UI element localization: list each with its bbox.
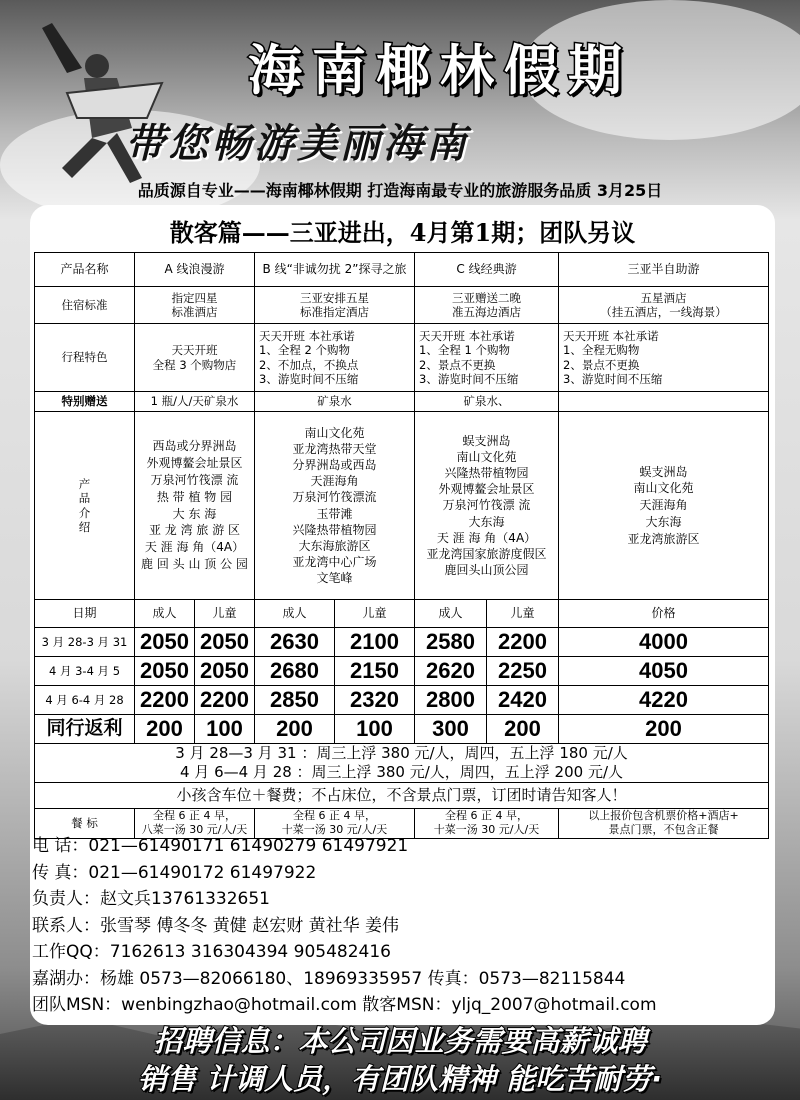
price-cell: 2800 — [415, 686, 487, 715]
row-label: 住宿标准 — [35, 287, 135, 324]
quality-line: 品质源自专业——海南椰林假期 打造海南最专业的旅游服务品质 3月25日 — [137, 181, 663, 200]
price-cell: 2200 — [487, 628, 559, 657]
price-header-row — [35, 600, 769, 628]
contact-info — [32, 833, 792, 1019]
surcharge-notes — [35, 744, 769, 783]
rebate-cell: 100 — [335, 715, 415, 744]
price-date: 3 月 28-3 月 31 — [35, 628, 135, 657]
meal-cell: 全程 6 正 4 早， 十菜一汤 30 元/人/天 — [415, 808, 559, 838]
product-name: B 线“非诚勿扰 2”探寻之旅 — [255, 253, 415, 287]
contact-people-line: 联系人：张雪琴 傅冬冬 黄健 赵宏财 黄社华 姜伟 — [32, 915, 400, 936]
price-date: 4 月 6-4 月 28 — [35, 686, 135, 715]
price-cell: 2200 — [135, 686, 195, 715]
slogan: 带您畅游美丽海南 — [125, 120, 469, 167]
price-cell: 4220 — [559, 686, 769, 715]
feature-cell: 天天开班 全程 3 个购物店 — [135, 324, 255, 392]
price-cell: 2050 — [195, 628, 255, 657]
product-row — [35, 253, 769, 287]
price-cell: 2100 — [335, 628, 415, 657]
price-row — [35, 657, 769, 686]
price-cell: 2050 — [195, 657, 255, 686]
price-cell: 2150 — [335, 657, 415, 686]
intro-row — [35, 412, 769, 600]
meal-cell: 全程 6 正 4 早， 八菜一汤 30 元/人/天 — [135, 808, 255, 838]
hotel-cell: 三亚安排五星 标准指定酒店 — [255, 287, 415, 324]
gift-cell: 矿泉水、 — [415, 392, 559, 412]
row-label: 餐 标 — [35, 808, 135, 838]
rebate-cell: 300 — [415, 715, 487, 744]
product-name: A 线浪漫游 — [135, 253, 255, 287]
child-header: 儿童 — [335, 600, 415, 628]
msn-line: 团队MSN：wenbingzhao@hotmail.com 散客MSN：yljq_2007@hotmail.com — [32, 995, 657, 1015]
child-note: 小孩含车位＋餐费；不占床位，不含景点门票，订团时请告知客人！ — [35, 782, 769, 808]
meal-cell: 以上报价包含机票价格+酒店+ 景点门票，不包含正餐 — [559, 808, 769, 838]
rebate-cell: 200 — [487, 715, 559, 744]
page-title: 海南椰林假期 — [248, 38, 632, 102]
date-header: 日期 — [35, 600, 135, 628]
recruit-line: 招聘信息：本公司因业务需要高薪诚聘 — [153, 1024, 647, 1058]
gift-cell: 1 瓶/人/天矿泉水 — [135, 392, 255, 412]
rebate-cell: 100 — [195, 715, 255, 744]
adult-header: 成人 — [135, 600, 195, 628]
recruitment-banner — [0, 1022, 800, 1098]
price-cell: 2050 — [135, 657, 195, 686]
price-cell: 2320 — [335, 686, 415, 715]
hotel-cell: 指定四星 标准酒店 — [135, 287, 255, 324]
rebate-cell: 200 — [255, 715, 335, 744]
manager-line: 负责人：赵文兵13761332651 — [32, 889, 270, 909]
tour-table — [34, 252, 769, 839]
qq-line: 工作QQ：7162613 316304394 905482416 — [32, 942, 391, 962]
price-row — [35, 628, 769, 657]
fax-line: 传 真：021—61490172 61497922 — [32, 862, 317, 883]
price-date: 4 月 3-4 月 5 — [35, 657, 135, 686]
price-cell: 2850 — [255, 686, 335, 715]
gift-cell: 矿泉水 — [255, 392, 415, 412]
feature-cell: 天天开班 本社承诺 1、全程无购物 2、景点不更换 3、游览时间不压缩 — [559, 324, 769, 392]
product-name: C 线经典游 — [415, 253, 559, 287]
price-cell: 2620 — [415, 657, 487, 686]
intro-cell: 蜈支洲岛 南山文化苑 兴隆热带植物园 外观博鳌会址景区 万泉河竹筏漂 流 大东海 天 涯 海 角（4A） 亚龙湾国家旅游度假区 鹿回头山顶公园 — [415, 412, 559, 600]
intro-cell: 西岛或分界洲岛 外观博鳌会址景区 万泉河竹筏漂 流 热 带 植 物 园 大 东 海 亚 龙 湾 旅 游 区 天 涯 海 角（4A） 鹿 回 头 山 顶 公 园 — [135, 412, 255, 600]
price-cell: 2420 — [487, 686, 559, 715]
section-subtitle: 散客篇——三亚进出，4月第1期；团队另议 — [169, 218, 636, 247]
recruit-line: 销售 计调人员，有团队精神 能吃苦耐劳· — [137, 1062, 663, 1096]
surcharge-note-row — [35, 744, 769, 783]
price-cell: 2580 — [415, 628, 487, 657]
row-label: 行程特色 — [35, 324, 135, 392]
adult-header: 成人 — [255, 600, 335, 628]
row-label: 特别赠送 — [35, 392, 135, 412]
surcharge-note: 4 月 6—4 月 28 ：周三上浮 380 元/人，周四，五上浮 200 元/人 — [180, 762, 623, 781]
price-cell: 4050 — [559, 657, 769, 686]
surcharge-note: 3 月 28—3 月 31 ：周三上浮 380 元/人，周四，五上浮 180 元/人 — [175, 744, 628, 762]
price-cell: 2200 — [195, 686, 255, 715]
feature-cell: 天天开班 本社承诺 1、全程 2 个购物 2、不加点，不换点 3、游览时间不压缩 — [255, 324, 415, 392]
price-cell: 2050 — [135, 628, 195, 657]
intro-cell: 蜈支洲岛 南山文化苑 天涯海角 大东海 亚龙湾旅游区 — [559, 412, 769, 600]
feature-row — [35, 324, 769, 392]
hotel-row — [35, 287, 769, 324]
hotel-cell: 五星酒店 （挂五酒店，一线海景） — [559, 287, 769, 324]
row-label: 产 品 介 绍 — [35, 412, 135, 600]
price-row — [35, 686, 769, 715]
child-header: 儿童 — [487, 600, 559, 628]
intro-cell: 南山文化苑 亚龙湾热带天堂 分界洲岛或西岛 天涯海角 万泉河竹筏漂流 玉带滩 兴隆热带植物园 大东海旅游区 亚龙湾中心广场 文笔峰 — [255, 412, 415, 600]
row-label: 产品名称 — [35, 253, 135, 287]
price-cell: 2630 — [255, 628, 335, 657]
price-cell: 4000 — [559, 628, 769, 657]
gift-row — [35, 392, 769, 412]
rebate-label: 同行返利 — [35, 715, 135, 744]
product-name: 三亚半自助游 — [559, 253, 769, 287]
rebate-row — [35, 715, 769, 744]
jiahu-office-line: 嘉湖办：杨雄 0573—82066180、18969335957 传真：0573—82115844 — [32, 968, 626, 989]
hotel-cell: 三亚赠送二晚 准五海边酒店 — [415, 287, 559, 324]
gift-cell — [559, 392, 769, 412]
child-note-row — [35, 782, 769, 808]
price-header: 价格 — [559, 600, 769, 628]
meal-cell: 全程 6 正 4 早， 十菜一汤 30 元/人/天 — [255, 808, 415, 838]
price-cell: 2250 — [487, 657, 559, 686]
price-cell: 2680 — [255, 657, 335, 686]
rebate-cell: 200 — [559, 715, 769, 744]
adult-header: 成人 — [415, 600, 487, 628]
rebate-cell: 200 — [135, 715, 195, 744]
feature-cell: 天天开班 本社承诺 1、全程 1 个购物 2、景点不更换 3、游览时间不压缩 — [415, 324, 559, 392]
phone-line: 电 话：021—61490171 61490279 61497921 — [32, 836, 409, 856]
child-header: 儿童 — [195, 600, 255, 628]
